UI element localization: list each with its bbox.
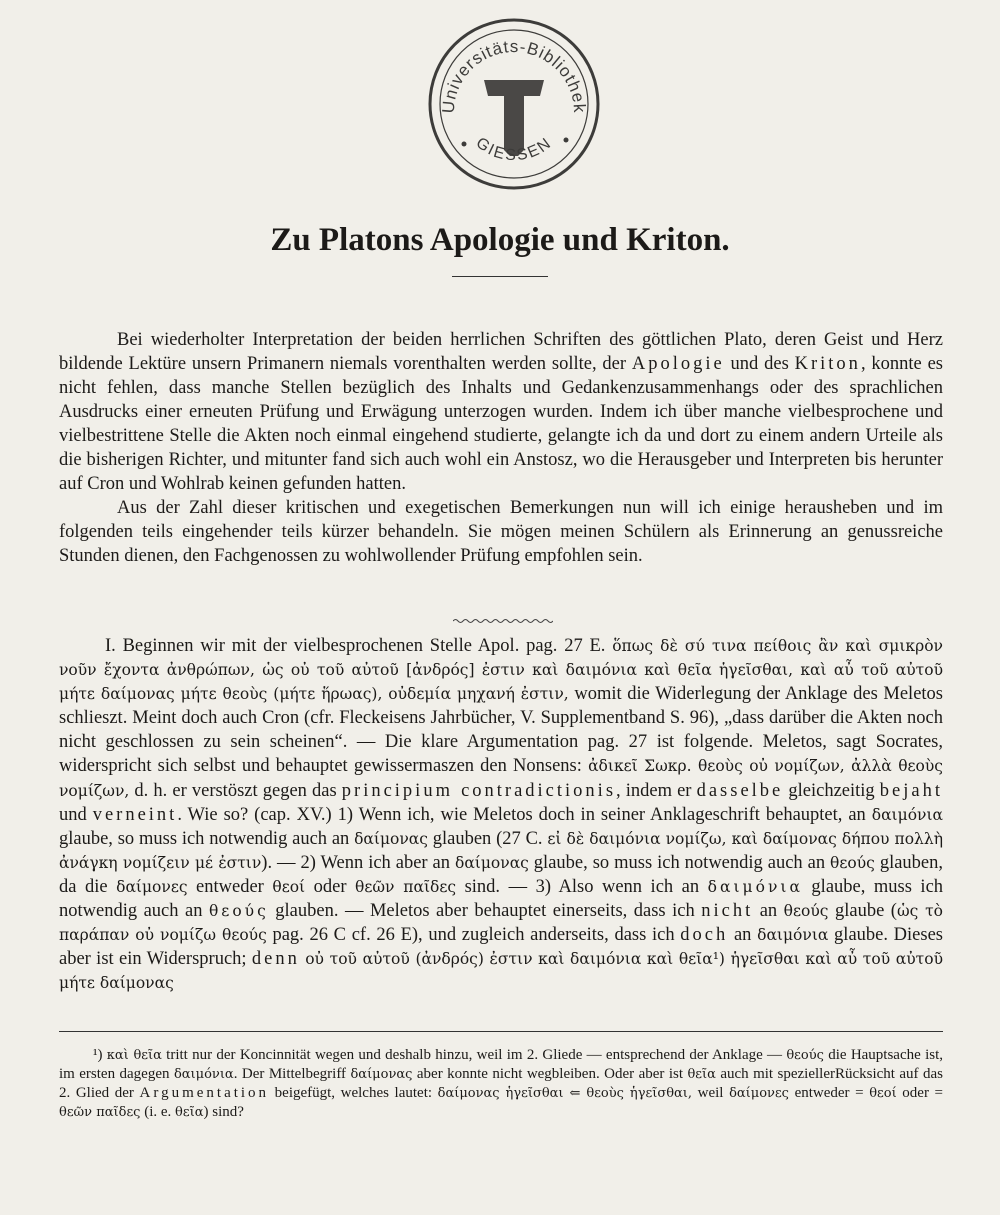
fn-seg: ¹): [93, 1047, 107, 1063]
s1-seg: oder: [305, 876, 356, 897]
intro-text: [59, 328, 943, 568]
s1-spaced: bejaht: [879, 780, 943, 801]
s1-greek: δαίμονες: [116, 877, 188, 896]
fn-greek: θεῖα: [687, 1067, 716, 1082]
s1-seg: glaube, muss ich notwendig auch an: [59, 876, 944, 922]
footnote-divider: [59, 1031, 943, 1032]
fn-seg: ) sind?: [203, 1104, 244, 1120]
section-1-text: [59, 634, 943, 995]
fn-greek: δαίμονες: [729, 1086, 789, 1101]
intro-p1-text-b: und des: [724, 354, 795, 374]
s1-spaced: nicht: [701, 901, 754, 922]
s1-greek: δαιμόνια: [757, 926, 829, 945]
s1-seg: gleichzeitig: [783, 780, 880, 801]
s1-greek: θεούς: [830, 853, 875, 872]
s1-spaced: doch: [680, 925, 729, 946]
intro-paragraph-2: Aus der Zahl dieser kritischen und exegetischen Bemerkungen nun will ich einige herausheben und im folgenden teils eingehender teils kürzer behandeln. Sie mögen meinen Schülern als Erinnerung an genussreiche Stunden dienen, den Fachgenossen zu wohlwollender Prüfung empfohlen sein.: [59, 498, 943, 566]
s1-greek: ἀδικεῖ Σωκρ. θεοὺς οὐ νομίζων, ἀλλὰ θεοὺς νομίζων,: [59, 757, 943, 800]
s1-seg: glauben (27 C.: [427, 828, 548, 849]
fn-seg: beigefügt, welches lautet:: [269, 1085, 438, 1101]
fn-seg: (i. e.: [140, 1104, 176, 1120]
s1-greek: δαίμονας: [354, 829, 428, 848]
s1-seg: glauben. — Meletos aber behauptet einerseits, dass ich: [268, 901, 702, 922]
footnote: [59, 1046, 943, 1122]
s1-seg: glauben, da die: [59, 852, 944, 897]
s1-greek: θεῶν παῖδες: [355, 877, 457, 896]
s1-greek: δαιμόνια: [707, 877, 803, 896]
s1-seg: an: [728, 925, 758, 946]
intro-p1-text-c: , konnte es nicht fehlen, dass manche Stellen bezüglich des Inhalts und Gedankenzusammenhangs oder des sprachlichen Ausdrucks einer erneuten Prüfung und Erwägung unterzogen wurden. Indem ich über manche vielbesprochene und vielbestrittene Stelle die Akten noch einmal eingehend studierte, gelangte ich da und dort zu einem andern Urteile als die bisherigen Richter, und mitunter fand sich auch wohl ein Anstosz, wo die Herausgeber und Interpreten bis herunter auf Cron und Wohlrab keinen gefunden hatten.: [59, 354, 943, 494]
s1-greek: δαίμονας: [454, 853, 529, 872]
fn-seg: tritt nur der Koncinnität wegen und deshalb hinzu, weil im 2. Gliede — entsprechend der Anklage —: [161, 1047, 787, 1063]
apologie-spaced: Apologie: [631, 354, 725, 374]
s1-seg: pag. 26 C cf. 26 E), und zugleich anderseits, dass ich: [266, 925, 681, 946]
s1-seg: d. h. er verstöszt gegen das: [129, 780, 342, 801]
fn-greek: καὶ θεῖα: [106, 1048, 162, 1063]
s1-seg: . Wie so? (cap. XV.) 1) Wenn ich, wie Meletos doch in seiner Anklageschrift behauptet, an: [177, 804, 872, 825]
s1-greek: ὅπως δὲ σύ τινα πείθοις ἂν καὶ σμικρὸν νοῦν ἔχοντα ἀνθρώπων, ὡς οὐ τοῦ αὐτοῦ [ἀνδρός] ἐστιν καὶ δαιμόνια καὶ θεῖα ἡγεῖσθαι, καὶ αὖ τοῦ αὐτοῦ μήτε δαίμονας μήτε θεοὺς (μήτε ἥρωας), οὐδεμία μηχανή ἐστιν,: [59, 637, 943, 704]
fn-seg: die Hauptsache ist, im ersten dagegen: [59, 1047, 943, 1082]
fn-greek: δαιμόνια: [173, 1067, 234, 1082]
s1-greek: ὡς τὸ παράπαν οὐ νομίζω θεούς: [59, 902, 943, 945]
s1-seg: glaube (: [828, 901, 897, 922]
s1-greek: θεοί: [272, 877, 306, 896]
fn-greek: θεῶν παῖδες: [59, 1105, 141, 1120]
title-divider: [452, 276, 548, 277]
page-title: Zu Platons Apologie und Kriton.: [270, 222, 730, 258]
fn-greek: θεῖα: [175, 1105, 204, 1120]
s1-seg: und: [59, 804, 93, 825]
s1-seg: entweder: [187, 876, 273, 897]
fn-greek: δαίμονας: [350, 1067, 413, 1082]
s1-seg: , indem er: [616, 780, 697, 801]
s1-seg: glaube, so muss ich notwendig auch an: [59, 828, 355, 849]
stamp-top-text: Universitäts-Bibliothek: [438, 36, 590, 114]
s1-greek: θεούς: [783, 902, 829, 921]
s1-greek: οὐ τοῦ αὐτοῦ (ἀνδρός) ἐστιν καὶ δαιμόνια καὶ θεῖα¹) ἡγεῖσθαι καὶ αὖ τοῦ αὐτοῦ μήτε δαίμονας: [59, 950, 943, 993]
s1-spaced: verneint: [92, 804, 178, 825]
s1-greek: θεούς: [208, 902, 269, 921]
fn-seg: weil: [692, 1085, 730, 1101]
fn-greek: θεοί: [869, 1086, 897, 1101]
s1-spaced: dasselbe: [696, 780, 784, 801]
fn-seg: entweder =: [788, 1085, 870, 1101]
wavy-divider: [453, 618, 553, 624]
s1-greek: δαιμόνια: [871, 805, 943, 824]
intro-paragraph-1: [59, 328, 943, 496]
s1-seg: womit die Widerlegung der Anklage des Meletos schlieszt. Meint doch auch Cron (cfr. Fleckeisens Jahrbücher, V. Supplementband S. 96), „dass darüber die Akten noch nicht geschlossen zu sein scheinen“. — Die klare Argumentation pag. 27 ist folgende. Meletos, sagt Socrates, widerspricht sich selbst und behauptet gewissermaszen den Nonsens:: [59, 684, 943, 777]
s1-greek: εἰ δὲ δαιμόνια νομίζω, καὶ δαίμονας δήπου πολλὴ ἀνάγκη νομίζειν μέ ἐστιν: [59, 829, 943, 872]
fn-greek: θεούς: [786, 1048, 824, 1063]
fn-seg: . Der Mittelbegriff: [233, 1066, 351, 1082]
s1-spaced: denn: [251, 949, 300, 970]
fn-seg: auch mit speziellerRücksicht auf das 2. Glied der: [59, 1066, 943, 1101]
fn-spaced: Argumentation: [139, 1085, 270, 1101]
stamp-bottom-text: GIESSEN: [472, 134, 556, 165]
s1-seg: I. Beginnen wir mit der vielbesprochenen Stelle Apol. pag. 27 E.: [105, 636, 613, 656]
kriton-spaced: Kriton: [794, 354, 861, 374]
fn-seg: oder =: [896, 1085, 943, 1101]
fn-seg: aber konnte nicht wegbleiben. Oder aber ist: [412, 1066, 688, 1082]
stamp-seal-icon: [426, 16, 602, 192]
s1-seg: glaube, so muss ich notwendig auch an: [528, 852, 831, 873]
s1-seg: sind. — 3) Also wenn ich an: [456, 876, 708, 897]
fn-greek: δαίμονας ἡγεῖσθαι ⇐ θεοὺς ἡγεῖσθαι,: [437, 1086, 693, 1101]
footnote-paragraph: [59, 1046, 943, 1122]
library-stamp: [426, 16, 602, 192]
s1-seg: an: [753, 901, 784, 922]
s1-seg: glaube. Dieses aber ist ein Widerspruch;: [59, 925, 943, 970]
s1-seg: ). — 2) Wenn ich aber an: [261, 852, 455, 873]
intro-p1-text-a: Bei wiederholter Interpretation der beiden herrlichen Schriften des göttlichen Plato, deren Geist und Herz bildende Lektüre unsern Primanern niemals vorenthalten werden sollte, der: [59, 330, 943, 374]
s1-spaced: principium contradictionis: [341, 780, 617, 801]
section-1-paragraph: [59, 634, 943, 995]
